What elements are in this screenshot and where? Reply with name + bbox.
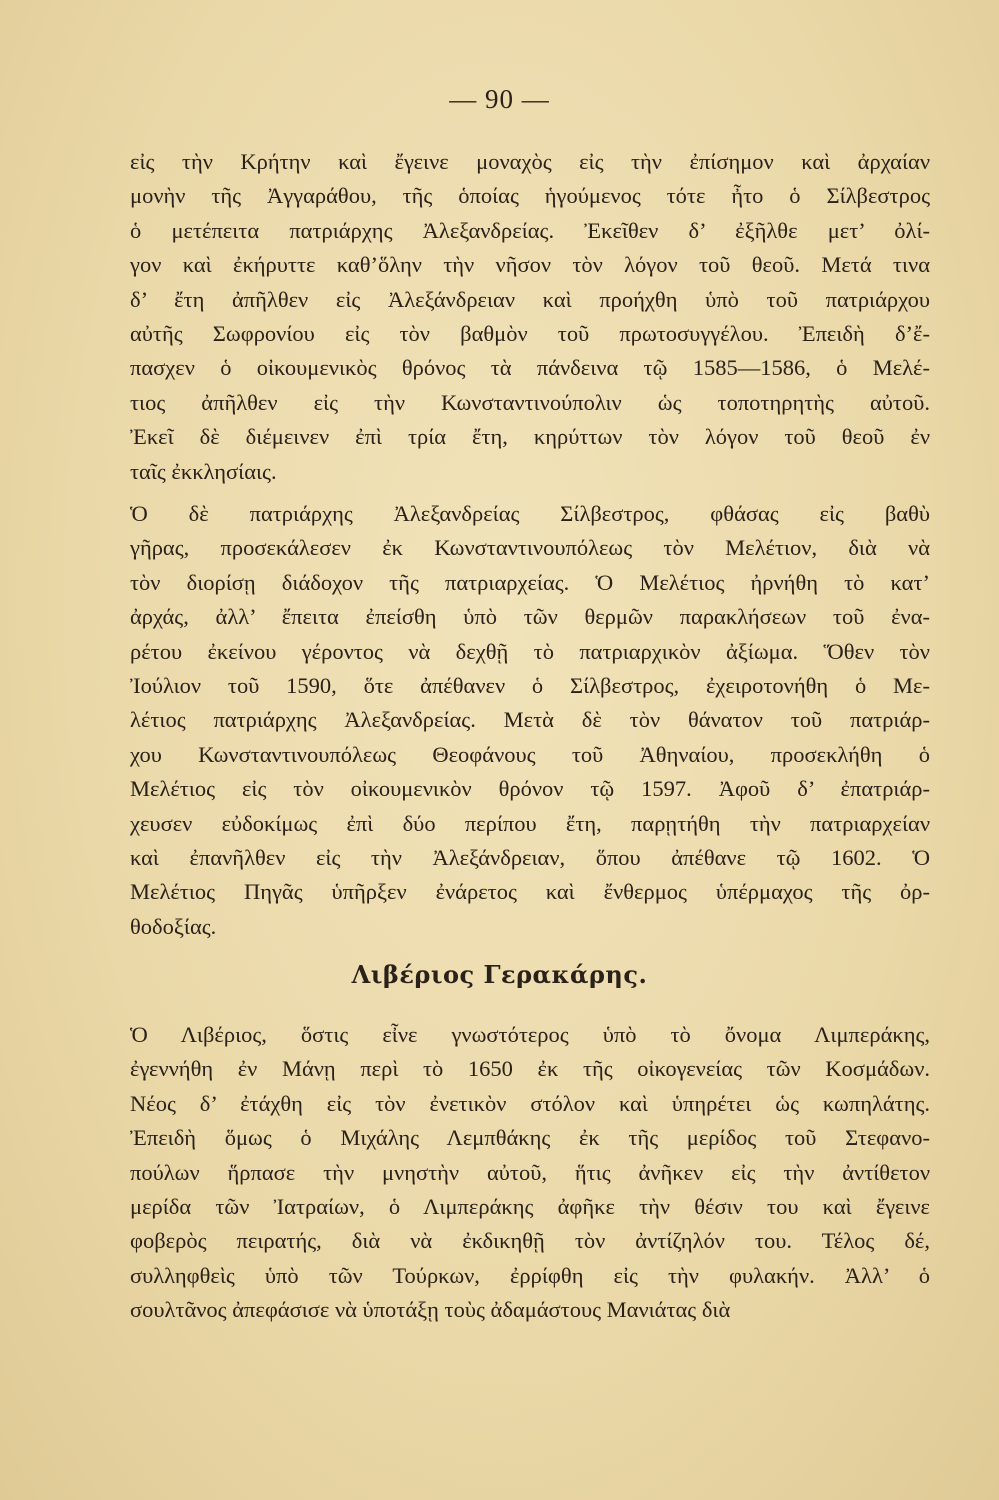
text-line: θοδοξίας. xyxy=(130,913,217,939)
section-heading: Λιβέριος Γερακάρης. xyxy=(351,960,648,989)
text-line: εἰς τὴν Κρήτην καὶ ἔγεινε μοναχὸς εἰς τὴν ἐπίσημον καὶ ἀρχαίαν xyxy=(130,149,930,174)
text-line: γῆρας, προσεκάλεσεν ἐκ Κωνσταντινουπόλεως τὸν Μελέτιον, διὰ νὰ xyxy=(130,535,930,561)
text-line: λέτιος πατριάρχης Ἀλεξανδρείας. Μετὰ δὲ τὸν θάνατον τοῦ πατριάρ- xyxy=(130,707,930,733)
text-line: πούλων ἥρπασε τὴν μνηστὴν αὐτοῦ, ἥτις ἀνῆκεν εἰς τὴν ἀντίθετον xyxy=(130,1159,930,1185)
text-line: φοβερὸς πειρατής, διὰ νὰ ἐκδικηθῇ τὸν ἀντίζηλόν του. Τέλος δέ, xyxy=(130,1228,930,1254)
text-line: ρέτου ἐκείνου γέροντος νὰ δεχθῇ τὸ πατριαρχικὸν ἀξίωμα. Ὅθεν τὸν xyxy=(130,638,930,664)
text-line: Ὁ δὲ πατριάρχης Ἀλεξανδρείας Σίλβεστρος, φθάσας εἰς βαθὺ xyxy=(130,501,930,526)
text-line: τιος ἀπῆλθεν εἰς τὴν Κωνσταντινούπολιν ὡς τοποτηρητὴς αὐτοῦ. xyxy=(130,389,930,415)
paragraph-3 xyxy=(130,1018,930,1328)
text-line: δ’ ἔτη ἀπῆλθεν εἰς Ἀλεξάνδρειαν καὶ προήχθη ὑπὸ τοῦ πατριάρχου xyxy=(130,286,930,312)
text-line: συλληφθεὶς ὑπὸ τῶν Τούρκων, ἐρρίφθη εἰς τὴν φυλακήν. Ἀλλ’ ὁ xyxy=(130,1262,930,1288)
text-line: καὶ ἐπανῆλθεν εἰς τὴν Ἀλεξάνδρειαν, ὅπου ἀπέθανε τῷ 1602. Ὁ xyxy=(130,844,930,870)
text-line: πασχεν ὁ οἰκουμενικὸς θρόνος τὰ πάνδεινα τῷ 1585—1586, ὁ Μελέ- xyxy=(130,355,930,381)
text-line: Μελέτιος Πηγᾶς ὑπῆρξεν ἐνάρετος καὶ ἔνθερμος ὑπέρμαχος τῆς ὀρ- xyxy=(130,879,930,905)
text-line: τὸν διορίσῃ διάδοχον τῆς πατριαρχείας. Ὁ Μελέτιος ἠρνήθη τὸ κατ’ xyxy=(130,569,930,595)
text-line: χευσεν εὐδοκίμως ἐπὶ δύο περίπου ἔτη, παρῃτήθη τὴν πατριαρχείαν xyxy=(130,810,930,836)
text-line: ἀρχάς, ἀλλ’ ἔπειτα ἐπείσθη ὑπὸ τῶν θερμῶν παρακλήσεων τοῦ ἐνα- xyxy=(130,604,930,630)
text-line: σουλτᾶνος ἀπεφάσισε νὰ ὑποτάξῃ τοὺς ἀδαμάστους Μανιάτας διὰ xyxy=(130,1297,731,1323)
text-line: χου Κωνσταντινουπόλεως Θεοφάνους τοῦ Ἀθηναίου, προσεκλήθη ὁ xyxy=(130,741,930,767)
paragraph-2 xyxy=(130,497,930,944)
text-line: Ἰούλιον τοῦ 1590, ὅτε ἀπέθανεν ὁ Σίλβεστρος, ἐχειροτονήθη ὁ Με- xyxy=(130,672,930,698)
text-line: Ἐκεῖ δὲ διέμεινεν ἐπὶ τρία ἔτη, κηρύττων τὸν λόγον τοῦ θεοῦ ἐν xyxy=(130,424,930,450)
text-line: ὁ μετέπειτα πατριάρχης Ἀλεξανδρείας. Ἐκεῖθεν δ’ ἐξῆλθε μετ’ ὀλί- xyxy=(130,217,930,243)
text-line: Μελέτιος εἰς τὸν οἰκουμενικὸν θρόνον τῷ 1597. Ἀφοῦ δ’ ἐπατριάρ- xyxy=(130,776,930,802)
text-line: Νέος δ’ ἐτάχθη εἰς τὸν ἐνετικὸν στόλον καὶ ὑπηρέτει ὡς κωπηλάτης. xyxy=(130,1090,930,1116)
paragraph-1 xyxy=(130,145,930,489)
text-line: ταῖς ἐκκλησίαις. xyxy=(130,458,277,484)
text-line: Ἐπειδὴ ὅμως ὁ Μιχάλης Λεμπθάκης ἐκ τῆς μερίδος τοῦ Στεφανο- xyxy=(130,1125,930,1151)
text-line: ἐγεννήθη ἐν Μάνῃ περὶ τὸ 1650 ἐκ τῆς οἰκογενείας τῶν Κοσμάδων. xyxy=(130,1056,930,1082)
text-line: μερίδα τῶν Ἰατραίων, ὁ Λιμπεράκης ἀφῆκε τὴν θέσιν του καὶ ἔγεινε xyxy=(130,1193,930,1219)
page-number: — 90 — xyxy=(449,84,550,114)
text-line: αὐτῆς Σωφρονίου εἰς τὸν βαθμὸν τοῦ πρωτοσυγγέλου. Ἐπειδὴ δ’ἔ- xyxy=(130,320,930,346)
text-line: μονὴν τῆς Ἀγγαράθου, τῆς ὁποίας ἡγούμενος τότε ἦτο ὁ Σίλβεστρος xyxy=(130,183,930,209)
text-line: Ὁ Λιβέριος, ὅστις εἶνε γνωστότερος ὑπὸ τὸ ὄνομα Λιμπεράκης, xyxy=(130,1022,930,1047)
text-line: γον καὶ ἐκήρυττε καθ’ὅλην τὴν νῆσον τὸν λόγον τοῦ θεοῦ. Μετά τινα xyxy=(130,252,930,278)
